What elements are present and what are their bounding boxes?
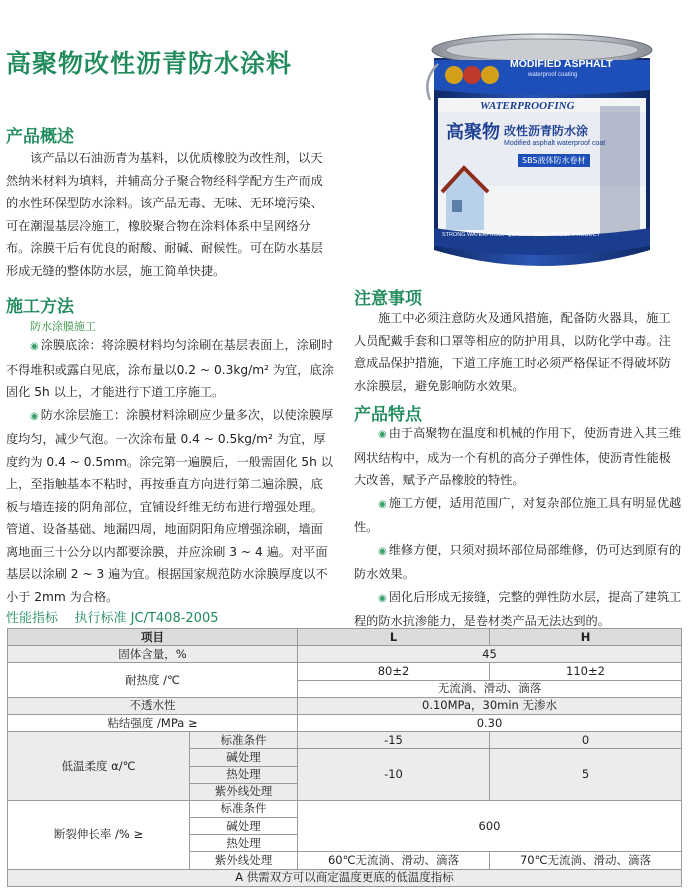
bullet-icon: ◉ <box>30 341 39 352</box>
table-row <box>8 800 682 817</box>
feature-item <box>354 539 682 586</box>
features-heading: 产品特点 <box>354 405 422 425</box>
row-value: 无流淌、滑动、滴落 <box>298 680 682 697</box>
can-band-text: MODIFIED ASPHALT <box>510 58 613 70</box>
construction-subheading: 防水涂膜施工 <box>30 320 96 333</box>
construction-heading: 施工方法 <box>6 297 74 317</box>
row-value-L: -15 <box>298 732 490 749</box>
row-value: 600 <box>298 800 682 852</box>
row-label: 耐热度 /℃ <box>8 663 298 697</box>
precautions-heading: 注意事项 <box>354 289 422 309</box>
row-value-L: -10 <box>298 749 490 801</box>
table-header-row <box>8 629 682 646</box>
page-title: 高聚物改性沥青防水涂料 <box>6 49 293 78</box>
can-label-sbs: SBS液体防水卷材 <box>518 154 590 167</box>
row-value: 0.30 <box>298 714 682 731</box>
product-image <box>424 20 660 282</box>
row-value-H: 110±2 <box>490 663 682 680</box>
condition-cell: 热处理 <box>190 835 298 852</box>
performance-table <box>7 628 682 887</box>
overview-heading: 产品概述 <box>6 127 74 147</box>
table-row <box>8 663 682 680</box>
row-label: 固体含量，% <box>8 646 298 663</box>
can-band-subtext: waterproof coating <box>528 72 578 78</box>
bullet-icon: ◉ <box>30 410 39 422</box>
feature-item <box>354 422 682 492</box>
overview-text: 该产品以石油沥青为基料，以优质橡胶为改性剂，以天然纳米材料为填料，并辅高分子聚合物经科学配方生产而成的水性环保型防水涂料。该产品无毒、无味、无环境污染、可在潮湿基层冷施工，橡胶聚合物在涂料体系中呈网络分布。涂膜干后有优良的耐酸、耐碱、耐候性。可在防水基层形成无缝的整体防水层，施工简单快捷。 <box>6 151 323 278</box>
table-row <box>8 646 682 663</box>
col-header-item: 项目 <box>8 629 298 646</box>
feature-item <box>354 492 682 539</box>
condition-cell: 紫外线处理 <box>190 852 298 869</box>
can-label-en: Modified asphalt waterproof coat <box>504 140 606 147</box>
table-row <box>8 732 682 749</box>
feature-item-text: 维修方便，只须对损坏部位局部维修，仍可达到原有的防水效果。 <box>354 542 682 581</box>
construction-step-1-text: 涂膜底涂：将涂膜材料均匀涂刷在基层表面上，涂刷时不得堆积或露白见底，涂布量以0.2 ~ 0.3kg/m² 为宜，底涂固化 5h 以上，才能进行下道工序施工。 <box>6 338 334 399</box>
construction-step-1 <box>6 334 334 404</box>
row-value-H: 5 <box>490 749 682 801</box>
bullet-icon: ◉ <box>378 545 387 557</box>
performance-standard: 执行标准 JC/T408-2005 <box>74 611 219 626</box>
performance-heading: 性能指标 <box>6 611 59 626</box>
condition-cell: 碱处理 <box>190 818 298 835</box>
condition-cell: 碱处理 <box>190 749 298 766</box>
feature-item-text: 由于高聚物在温度和机械的作用下，使沥青进入其三维网状结构中，成为一个有机的高分子弹性体，使沥青性能极大改善，赋予产品橡胶的特性。 <box>354 426 682 487</box>
row-value-L: 80±2 <box>298 663 490 680</box>
row-value-H: 70℃无流淌、滑动、滴落 <box>490 852 682 869</box>
table-footnote-row <box>8 869 682 886</box>
condition-cell: 紫外线处理 <box>190 783 298 800</box>
row-value: 0.10MPa，30min 无渗水 <box>298 697 682 714</box>
condition-cell: 标准条件 <box>190 800 298 817</box>
bullet-icon: ◉ <box>378 429 387 440</box>
precautions-body <box>354 307 682 397</box>
row-value: 45 <box>298 646 682 663</box>
table-row <box>8 697 682 714</box>
row-label: 断裂伸长率 /% ≥ <box>8 800 190 869</box>
overview-body <box>6 147 334 282</box>
can-label-cn: 改性沥青防水涂 <box>504 124 589 138</box>
bullet-icon: ◉ <box>378 592 387 604</box>
row-label: 不透水性 <box>8 697 298 714</box>
row-value-L: 60℃无流淌、滑动、滴落 <box>298 852 490 869</box>
feature-item-text: 固化后形成无接缝，完整的弹性防水层，提高了建筑工程的防水抗渗能力，是卷材类产品无法达到的。 <box>354 589 682 628</box>
precautions-text: 施工中必须注意防火及通风措施，配备防火器具，施工人员配戴手套和口罩等相应的防护用具，以防化学中毒。注意成品保护措施，下道工序施工时必须严格保证不得破坏防水涂膜层，避免影响防水效果。 <box>354 311 671 393</box>
feature-item <box>354 586 682 633</box>
construction-step-2 <box>6 404 334 609</box>
col-header-H: H <box>490 629 682 646</box>
can-label-cn-big: 高聚物 <box>446 122 500 143</box>
table-row <box>8 714 682 731</box>
construction-step-2-text: 防水涂层施工：涂膜材料涂刷应少量多次，以使涂膜厚度均匀，减少气泡。一次涂布量 0.4 ~ 0.5kg/m² 为宜，厚度约为 0.4 ~ 0.5mm。涂完第一遍膜后，一般需固化 5h 以上，至指触基本不粘时，再按垂直方向进行第二遍涂膜，底板与墙连接的阴角部位，宜铺设纤维无纺布进行增强处理。管道、设备基础、地漏四周，地面阴阳角应增强涂刷，墙面离地面三十公分以内都要涂膜，并应涂刷 3 ~ 4 遍。对平面基层以涂刷 2 ~ 3 遍为宜。根据国家规范防水涂膜厚度以不小于 2mm 为合格。 <box>6 407 334 604</box>
feature-item-text: 施工方便，适用范围广，对复杂部位施工具有明显优越性。 <box>354 495 682 534</box>
row-value-H: 0 <box>490 732 682 749</box>
col-header-L: L <box>298 629 490 646</box>
can-label-top: WATERPROOFING <box>480 100 575 112</box>
condition-cell: 热处理 <box>190 766 298 783</box>
construction-body <box>6 334 334 608</box>
bullet-icon: ◉ <box>378 498 387 510</box>
condition-cell: 标准条件 <box>190 732 298 749</box>
row-label: 粘结强度 /MPa ≥ <box>8 714 298 731</box>
performance-heading-row <box>6 607 219 626</box>
features-body <box>354 422 682 633</box>
table-footnote: A 供需双方可以商定温度更底的低温度指标 <box>8 869 682 886</box>
row-label: 低温柔度 α/℃ <box>8 732 190 801</box>
can-label-bottom: STRONG WATERPROOF QUALITY WATERPROOF PRODUCT <box>442 232 600 238</box>
